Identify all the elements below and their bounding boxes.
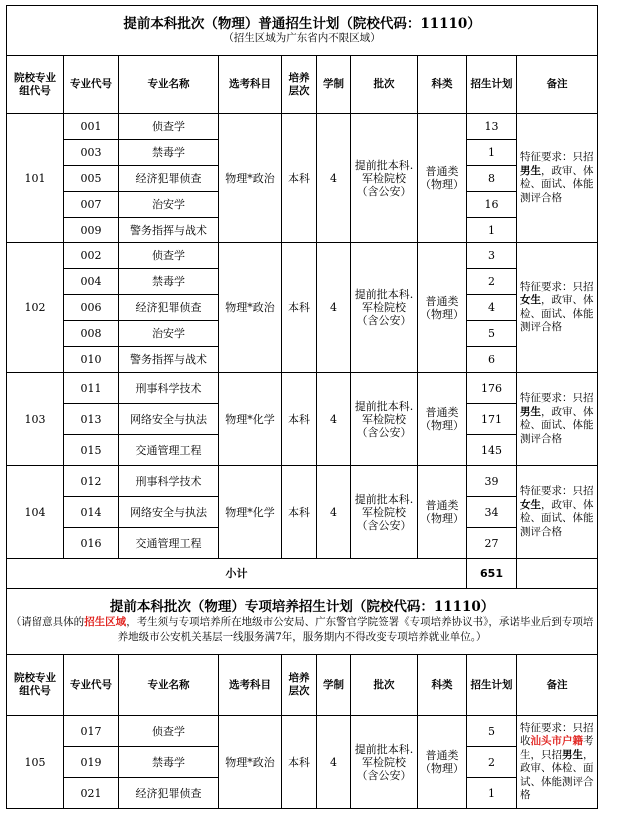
header-plan: 招生计划 bbox=[467, 56, 517, 114]
major-code: 002 bbox=[64, 243, 119, 269]
batch: 提前批本科.军检院校（含公安） bbox=[351, 466, 418, 559]
section2-title-row bbox=[7, 589, 598, 655]
major-code: 019 bbox=[64, 747, 119, 778]
remark-text: 特征要求：只招 bbox=[520, 151, 594, 163]
major-code: 017 bbox=[64, 716, 119, 747]
header-name: 专业名称 bbox=[119, 655, 219, 716]
batch: 提前批本科.军检院校（含公安） bbox=[351, 373, 418, 466]
major-code: 004 bbox=[64, 269, 119, 295]
training-level: 本科 bbox=[282, 716, 317, 809]
study-years: 4 bbox=[317, 243, 351, 373]
plan-count: 176 bbox=[467, 373, 517, 404]
table-row bbox=[7, 716, 598, 747]
header-code: 专业代号 bbox=[64, 56, 119, 114]
study-years: 4 bbox=[317, 114, 351, 243]
section1-title-row bbox=[7, 6, 598, 56]
plan-count: 27 bbox=[467, 528, 517, 559]
header-plan: 招生计划 bbox=[467, 655, 517, 716]
remark-text-post: ，政审、体检、面试、体能测评合格 bbox=[520, 498, 594, 538]
plan-count: 16 bbox=[467, 192, 517, 218]
major-code: 013 bbox=[64, 404, 119, 435]
remark-text-post: ，政审、体检、面试、体能测评合格 bbox=[520, 748, 594, 801]
major-name: 警务指挥与战术 bbox=[119, 347, 219, 373]
training-level: 本科 bbox=[282, 373, 317, 466]
remark bbox=[517, 243, 598, 373]
header-batch: 批次 bbox=[351, 655, 418, 716]
plan-count: 34 bbox=[467, 497, 517, 528]
header-name: 专业名称 bbox=[119, 56, 219, 114]
subtotal-value: 651 bbox=[467, 559, 517, 589]
batch: 提前批本科.军检院校（含公安） bbox=[351, 716, 418, 809]
remark-text: 特征要求：只招 bbox=[520, 485, 594, 497]
table-body bbox=[7, 6, 598, 809]
major-name: 刑事科学技术 bbox=[119, 373, 219, 404]
major-name: 网络安全与执法 bbox=[119, 404, 219, 435]
training-level: 本科 bbox=[282, 114, 317, 243]
header-subject: 选考科目 bbox=[219, 655, 282, 716]
section2-title: 提前本科批次（物理）专项培养招生计划（院校代码：11110） bbox=[109, 598, 495, 615]
remark-gender: 女生 bbox=[520, 498, 541, 511]
table-row bbox=[7, 243, 598, 269]
subtotal-row bbox=[7, 559, 598, 589]
major-name: 侦查学 bbox=[119, 243, 219, 269]
remark-city: 汕头市户籍 bbox=[530, 735, 583, 747]
major-name: 警务指挥与战术 bbox=[119, 218, 219, 243]
major-code: 015 bbox=[64, 435, 119, 466]
remark-text-post: ，政审、体检、面试、体能测评合格 bbox=[520, 405, 594, 445]
subject-requirement: 物理*政治 bbox=[219, 243, 282, 373]
plan-count: 1 bbox=[467, 140, 517, 166]
remark-gender: 男生 bbox=[562, 748, 583, 761]
remark bbox=[517, 373, 598, 466]
note-text: （请留意具体的 bbox=[10, 615, 85, 628]
major-name: 经济犯罪侦查 bbox=[119, 166, 219, 192]
category: 普通类（物理） bbox=[418, 373, 467, 466]
major-name: 经济犯罪侦查 bbox=[119, 778, 219, 809]
major-name: 禁毒学 bbox=[119, 747, 219, 778]
plan-count: 3 bbox=[467, 243, 517, 269]
admission-plan-table bbox=[6, 5, 598, 809]
plan-count: 5 bbox=[467, 716, 517, 747]
header-category: 科类 bbox=[418, 655, 467, 716]
table-row bbox=[7, 373, 598, 404]
category: 普通类（物理） bbox=[418, 243, 467, 373]
major-name: 侦查学 bbox=[119, 114, 219, 140]
header-subject: 选考科目 bbox=[219, 56, 282, 114]
remark-text: 特征要求：只招 bbox=[520, 392, 594, 404]
subject-requirement: 物理*政治 bbox=[219, 114, 282, 243]
header-remark: 备注 bbox=[517, 56, 598, 114]
remark bbox=[517, 114, 598, 243]
major-code: 006 bbox=[64, 295, 119, 321]
note-highlight: 招生区域 bbox=[84, 615, 127, 628]
section2-note bbox=[9, 615, 595, 645]
header-remark: 备注 bbox=[517, 655, 598, 716]
plan-count: 39 bbox=[467, 466, 517, 497]
section1-subtitle: （招生区域为广东省内不限区域） bbox=[223, 32, 381, 44]
plan-count: 145 bbox=[467, 435, 517, 466]
header-level: 培养层次 bbox=[282, 655, 317, 716]
subject-requirement: 物理*政治 bbox=[219, 716, 282, 809]
admission-plan-sheet bbox=[6, 5, 597, 809]
category: 普通类（物理） bbox=[418, 716, 467, 809]
header-batch: 批次 bbox=[351, 56, 418, 114]
major-code: 014 bbox=[64, 497, 119, 528]
plan-count: 2 bbox=[467, 747, 517, 778]
plan-count: 4 bbox=[467, 295, 517, 321]
major-name: 交通管理工程 bbox=[119, 435, 219, 466]
remark-text-post: ，政审、体检、面试、体能测评合格 bbox=[520, 164, 594, 204]
remark bbox=[517, 716, 598, 809]
table-row bbox=[7, 466, 598, 497]
table-row bbox=[7, 114, 598, 140]
study-years: 4 bbox=[317, 466, 351, 559]
remark-text-mid: 考生，只招 bbox=[520, 735, 594, 761]
group-code: 105 bbox=[7, 716, 64, 809]
header-level: 培养层次 bbox=[282, 56, 317, 114]
group-code: 102 bbox=[7, 243, 64, 373]
major-code: 012 bbox=[64, 466, 119, 497]
major-code: 010 bbox=[64, 347, 119, 373]
plan-count: 1 bbox=[467, 218, 517, 243]
header-years: 学制 bbox=[317, 655, 351, 716]
header-group: 院校专业组代号 bbox=[7, 655, 64, 716]
study-years: 4 bbox=[317, 373, 351, 466]
remark-text: 特征要求：只招收 bbox=[520, 721, 594, 747]
study-years: 4 bbox=[317, 716, 351, 809]
remark-gender: 女生 bbox=[520, 294, 541, 306]
major-code: 011 bbox=[64, 373, 119, 404]
major-code: 016 bbox=[64, 528, 119, 559]
group-code: 104 bbox=[7, 466, 64, 559]
subtotal-label: 小计 bbox=[7, 559, 467, 589]
category: 普通类（物理） bbox=[418, 466, 467, 559]
major-code: 008 bbox=[64, 321, 119, 347]
major-code: 003 bbox=[64, 140, 119, 166]
major-code: 007 bbox=[64, 192, 119, 218]
major-name: 治安学 bbox=[119, 321, 219, 347]
major-code: 021 bbox=[64, 778, 119, 809]
major-code: 009 bbox=[64, 218, 119, 243]
header-row-2 bbox=[7, 655, 598, 716]
plan-count: 2 bbox=[467, 269, 517, 295]
plan-count: 171 bbox=[467, 404, 517, 435]
section1-title: 提前本科批次（物理）普通招生计划（院校代码：11110） bbox=[123, 16, 481, 32]
group-code: 103 bbox=[7, 373, 64, 466]
subject-requirement: 物理*化学 bbox=[219, 466, 282, 559]
plan-count: 8 bbox=[467, 166, 517, 192]
header-category: 科类 bbox=[418, 56, 467, 114]
header-group: 院校专业组代号 bbox=[7, 56, 64, 114]
header-years: 学制 bbox=[317, 56, 351, 114]
batch: 提前批本科.军检院校（含公安） bbox=[351, 243, 418, 373]
plan-count: 5 bbox=[467, 321, 517, 347]
major-code: 005 bbox=[64, 166, 119, 192]
major-name: 交通管理工程 bbox=[119, 528, 219, 559]
major-name: 禁毒学 bbox=[119, 269, 219, 295]
major-name: 刑事科学技术 bbox=[119, 466, 219, 497]
plan-count: 13 bbox=[467, 114, 517, 140]
major-code: 001 bbox=[64, 114, 119, 140]
major-name: 侦查学 bbox=[119, 716, 219, 747]
remark-text-post: ，政审、体检、面试、体能测评合格 bbox=[520, 294, 594, 333]
header-code: 专业代号 bbox=[64, 655, 119, 716]
group-code: 101 bbox=[7, 114, 64, 243]
training-level: 本科 bbox=[282, 466, 317, 559]
plan-count: 6 bbox=[467, 347, 517, 373]
subject-requirement: 物理*化学 bbox=[219, 373, 282, 466]
major-name: 经济犯罪侦查 bbox=[119, 295, 219, 321]
remark bbox=[517, 466, 598, 559]
major-name: 禁毒学 bbox=[119, 140, 219, 166]
plan-count: 1 bbox=[467, 778, 517, 809]
remark-gender: 男生 bbox=[520, 405, 541, 418]
header-row bbox=[7, 56, 598, 114]
note-text-rest: ，考生须与专项培养所在地级市公安局、广东警官学院签署《专项培养协议书》，承诺毕业后到专项培养地级市公安机关基层一线服务满7年，服务期内不得改变专项培养就业单位。） bbox=[117, 615, 594, 643]
remark-gender: 男生 bbox=[520, 164, 541, 177]
major-name: 治安学 bbox=[119, 192, 219, 218]
remark-text: 特征要求：只招 bbox=[520, 280, 594, 293]
batch: 提前批本科.军检院校（含公安） bbox=[351, 114, 418, 243]
category: 普通类（物理） bbox=[418, 114, 467, 243]
training-level: 本科 bbox=[282, 243, 317, 373]
major-name: 网络安全与执法 bbox=[119, 497, 219, 528]
